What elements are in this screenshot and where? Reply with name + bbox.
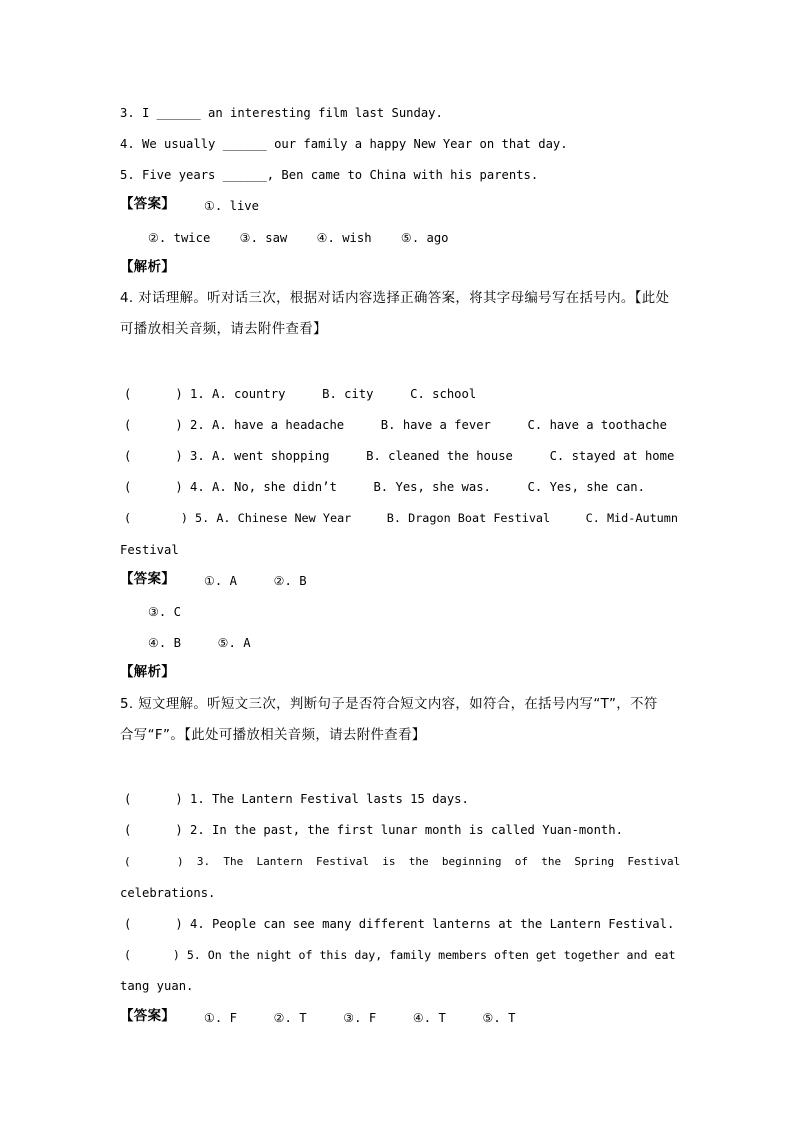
q4-item-4: ( ) 4. A. No, she didn’t B. Yes, she was. C. Yes, she can. (124, 480, 645, 494)
q5-item-5: ( ) 5. On the night of this day, family members often get together and eat (124, 948, 676, 962)
q5-answer-row: ①. F ②. T ③. F ④. T ⑤. T (204, 1011, 516, 1025)
q5-heading-line-2: 合写“F”。【此处可播放相关音频，请去附件查看】 (120, 728, 426, 743)
q4-item-5: ( ) 5. A. Chinese New Year B. Dragon Boat Festival C. Mid-Autumn (124, 511, 678, 525)
q5-item-4: ( ) 4. People can see many different lanterns at the Lantern Festival. (124, 917, 675, 931)
question-line-5: 5. Five years ______, Ben came to China with his parents. (120, 168, 539, 182)
q5-item-5-continuation: tang yuan. (120, 979, 194, 993)
q4-item-5-continuation: Festival (120, 543, 179, 557)
q5-answer-label: 【答案】 (120, 1009, 176, 1024)
q4-answer-row-3: ④. B ⑤. A (148, 636, 251, 650)
answer-label: 【答案】 (120, 197, 176, 212)
q5-heading-line-1: 5. 短文理解。听短文三次，判断句子是否符合短文内容，如符合，在括号内写“T”，不符 (120, 697, 658, 712)
question-line-4: 4. We usually ______ our family a happy New Year on that day. (120, 137, 568, 151)
answer-row-2: ②. twice ③. saw ④. wish ⑤. ago (148, 231, 449, 245)
q4-item-1: ( ) 1. A. country B. city C. school (124, 387, 477, 401)
q4-heading-line-1: 4. 对话理解。听对话三次，根据对话内容选择正确答案，将其字母编号写在括号内。【此处 (120, 291, 670, 306)
q4-answer-row-2: ③. C (148, 605, 181, 619)
q4-item-3: ( ) 3. A. went shopping B. cleaned the house C. stayed at home (124, 449, 675, 463)
q5-item-1: ( ) 1. The Lantern Festival lasts 15 days. (124, 792, 469, 806)
q5-item-3: ( ) 3. The Lantern Festival is the beginning of the Spring Festival (124, 855, 681, 868)
analysis-label: 【解析】 (120, 260, 176, 275)
q5-item-2: ( ) 2. In the past, the first lunar month is called Yuan-month. (124, 823, 623, 837)
q4-answer-row-1: ①. A ②. B (204, 574, 307, 588)
q4-analysis-label: 【解析】 (120, 665, 176, 680)
question-line-3: 3. I ______ an interesting film last Sunday. (120, 106, 443, 120)
q5-item-3-continuation: celebrations. (120, 886, 216, 900)
q4-item-2: ( ) 2. A. have a headache B. have a fever C. have a toothache (124, 418, 667, 432)
answer-row-1: ①. live (204, 199, 259, 213)
q4-answer-label: 【答案】 (120, 572, 176, 587)
q4-heading-line-2: 可播放相关音频，请去附件查看】 (120, 322, 327, 337)
